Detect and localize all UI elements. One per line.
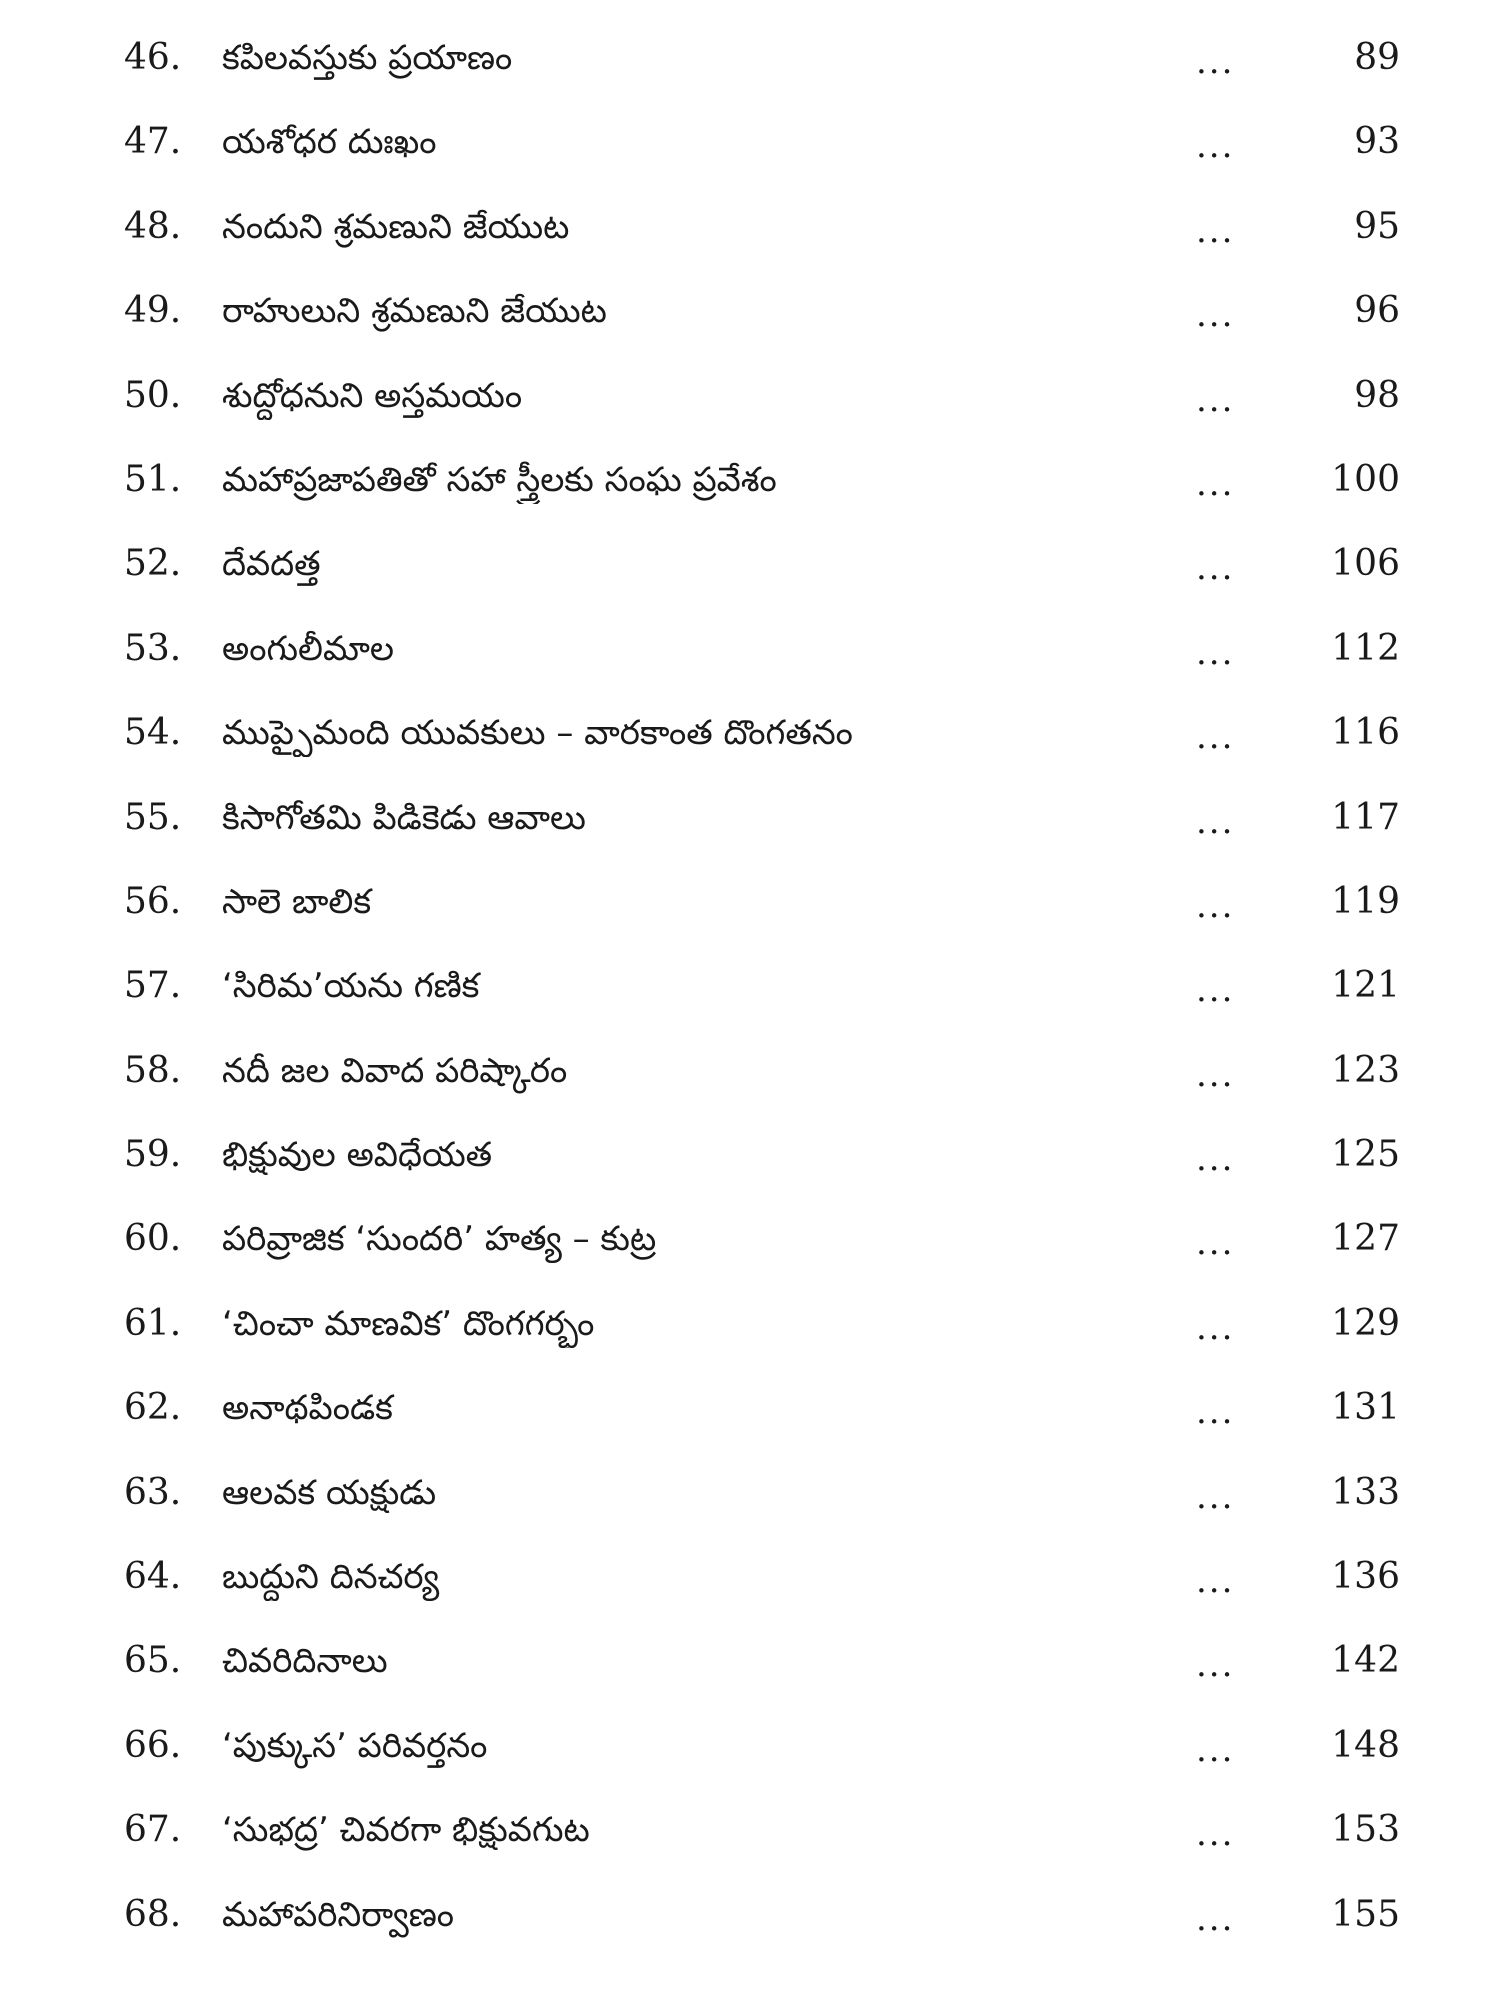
entry-title: అంగులీమాల (222, 628, 394, 669)
entry-title: మహాపరినిర్వాణం (222, 1894, 455, 1935)
entry-page-number: 121 (1331, 965, 1400, 1007)
entry-number: 51. (124, 458, 182, 500)
entry-title: ‘సిరిమ’యను గణిక (222, 966, 480, 1007)
entry-page-number: 95 (1354, 205, 1400, 247)
entry-title: అనాథపిండక (222, 1388, 393, 1429)
entry-page-number: 93 (1354, 121, 1400, 163)
entry-number: 60. (124, 1218, 182, 1260)
toc-entry (0, 1547, 1500, 1631)
entry-number: 61. (124, 1302, 182, 1344)
entry-leader-dots: ... (1196, 295, 1235, 336)
entry-page-number: 100 (1331, 458, 1400, 500)
entry-title: ముప్పైమంది యువకులు – వారకాంత దొంగతనం (222, 713, 853, 754)
toc-entry (0, 1800, 1500, 1884)
entry-title: శుద్ధోధనుని అస్తమయం (222, 375, 523, 416)
entry-number: 68. (124, 1893, 182, 1935)
entry-page-number: 119 (1331, 880, 1400, 922)
entry-leader-dots: ... (1196, 1392, 1235, 1433)
entry-title: సాలె బాలిక (222, 881, 372, 922)
entry-page-number: 129 (1331, 1302, 1400, 1344)
entry-page-number: 142 (1331, 1640, 1400, 1682)
entry-number: 59. (124, 1134, 182, 1176)
entry-page-number: 153 (1331, 1809, 1400, 1851)
entry-number: 65. (124, 1640, 182, 1682)
toc-entry (0, 703, 1500, 787)
entry-leader-dots: ... (1196, 548, 1235, 589)
entry-number: 46. (124, 37, 182, 78)
entry-number: 58. (124, 1049, 182, 1091)
entry-page-number: 112 (1331, 627, 1400, 669)
entry-leader-dots: ... (1196, 1307, 1235, 1348)
toc-entry (0, 1294, 1500, 1378)
toc-entry (0, 281, 1500, 365)
entry-leader-dots: ... (1196, 801, 1235, 842)
toc-entry (0, 1716, 1500, 1800)
entry-leader-dots: ... (1196, 379, 1235, 420)
entry-number: 52. (124, 543, 182, 585)
toc-entry (0, 28, 1500, 112)
entry-leader-dots: ... (1196, 1814, 1235, 1855)
entry-title: కపిలవస్తుకు ప్రయాణం (222, 38, 513, 78)
entry-page-number: 148 (1331, 1724, 1400, 1766)
toc-entry (0, 872, 1500, 956)
entry-page-number: 125 (1331, 1134, 1400, 1176)
toc-entry (0, 619, 1500, 703)
entry-title: ‘చించా మాణవిక’ దొంగగర్భం (222, 1303, 595, 1344)
entry-leader-dots: ... (1196, 1898, 1235, 1939)
entry-leader-dots: ... (1196, 1561, 1235, 1602)
entry-leader-dots: ... (1196, 463, 1235, 504)
entry-title: దేవదత్త (222, 544, 321, 585)
toc-entry (0, 1125, 1500, 1209)
entry-page-number: 131 (1331, 1387, 1400, 1429)
entry-number: 67. (124, 1809, 182, 1851)
entry-title: నందుని శ్రమణుని జేయుట (222, 206, 570, 247)
entry-number: 50. (124, 374, 182, 416)
entry-leader-dots: ... (1196, 1223, 1235, 1264)
entry-number: 57. (124, 965, 182, 1007)
entry-title: బుద్ధుని దినచర్య (222, 1557, 440, 1598)
toc-entry (0, 1378, 1500, 1462)
entry-title: నదీ జల వివాద పరిష్కారం (222, 1050, 568, 1091)
toc-entry (0, 788, 1500, 872)
entry-leader-dots: ... (1196, 210, 1235, 251)
entry-number: 62. (124, 1387, 182, 1429)
entry-leader-dots: ... (1196, 885, 1235, 926)
entry-page-number: 133 (1331, 1471, 1400, 1513)
entry-leader-dots: ... (1196, 126, 1235, 167)
entry-leader-dots: ... (1196, 1645, 1235, 1686)
toc-entry (0, 1041, 1500, 1125)
entry-leader-dots: ... (1196, 1139, 1235, 1180)
entry-leader-dots: ... (1196, 632, 1235, 673)
entry-page-number: 123 (1331, 1049, 1400, 1091)
toc-entry (0, 1885, 1500, 1969)
entry-page-number: 98 (1354, 374, 1400, 416)
entry-page-number: 106 (1331, 543, 1400, 585)
entry-number: 48. (124, 205, 182, 247)
table-of-contents (0, 28, 1500, 1969)
entry-number: 49. (124, 290, 182, 332)
entry-title: పరివ్రాజిక ‘సుందరి’ హత్య – కుట్ర (222, 1219, 657, 1260)
toc-entry (0, 112, 1500, 196)
entry-leader-dots: ... (1196, 1054, 1235, 1095)
entry-number: 64. (124, 1556, 182, 1598)
toc-entry (0, 1209, 1500, 1293)
entry-title: రాహులుని శ్రమణుని జేయుట (222, 291, 607, 332)
entry-title: కిసాగోతమి పిడికెడు ఆవాలు (222, 797, 586, 838)
toc-entry (0, 366, 1500, 450)
entry-leader-dots: ... (1196, 1729, 1235, 1770)
entry-page-number: 117 (1331, 796, 1400, 838)
toc-entry (0, 1463, 1500, 1547)
toc-entry (0, 956, 1500, 1040)
entry-number: 63. (124, 1471, 182, 1513)
entry-number: 53. (124, 627, 182, 669)
entry-number: 55. (124, 796, 182, 838)
entry-title: ఆలవక యక్షుడు (222, 1472, 437, 1513)
entry-page-number: 136 (1331, 1556, 1400, 1598)
entry-number: 47. (124, 121, 182, 163)
entry-title: చివరిదినాలు (222, 1641, 388, 1682)
entry-title: ‘సుభద్ర’ చివరగా భిక్షువగుట (222, 1810, 590, 1851)
entry-page-number: 96 (1354, 290, 1400, 332)
entry-leader-dots: ... (1196, 970, 1235, 1011)
entry-page-number: 155 (1331, 1893, 1400, 1935)
toc-entry (0, 197, 1500, 281)
entry-leader-dots: ... (1196, 1476, 1235, 1517)
entry-number: 56. (124, 880, 182, 922)
entry-title: యశోధర దుఃఖం (222, 122, 437, 163)
entry-leader-dots: ... (1196, 717, 1235, 758)
toc-entry (0, 534, 1500, 618)
entry-title: భిక్షువుల అవిధేయత (222, 1135, 493, 1176)
entry-number: 66. (124, 1724, 182, 1766)
entry-page-number: 116 (1331, 712, 1400, 754)
entry-title: ‘పుక్కుస’ పరివర్తనం (222, 1725, 488, 1766)
entry-page-number: 127 (1331, 1218, 1400, 1260)
entry-leader-dots: ... (1196, 42, 1235, 82)
entry-title: మహాప్రజాపతితో సహా స్త్రీలకు సంఘ ప్రవేశం (222, 459, 777, 500)
entry-page-number: 89 (1354, 37, 1400, 78)
toc-entry (0, 1631, 1500, 1715)
toc-entry (0, 450, 1500, 534)
entry-number: 54. (124, 712, 182, 754)
